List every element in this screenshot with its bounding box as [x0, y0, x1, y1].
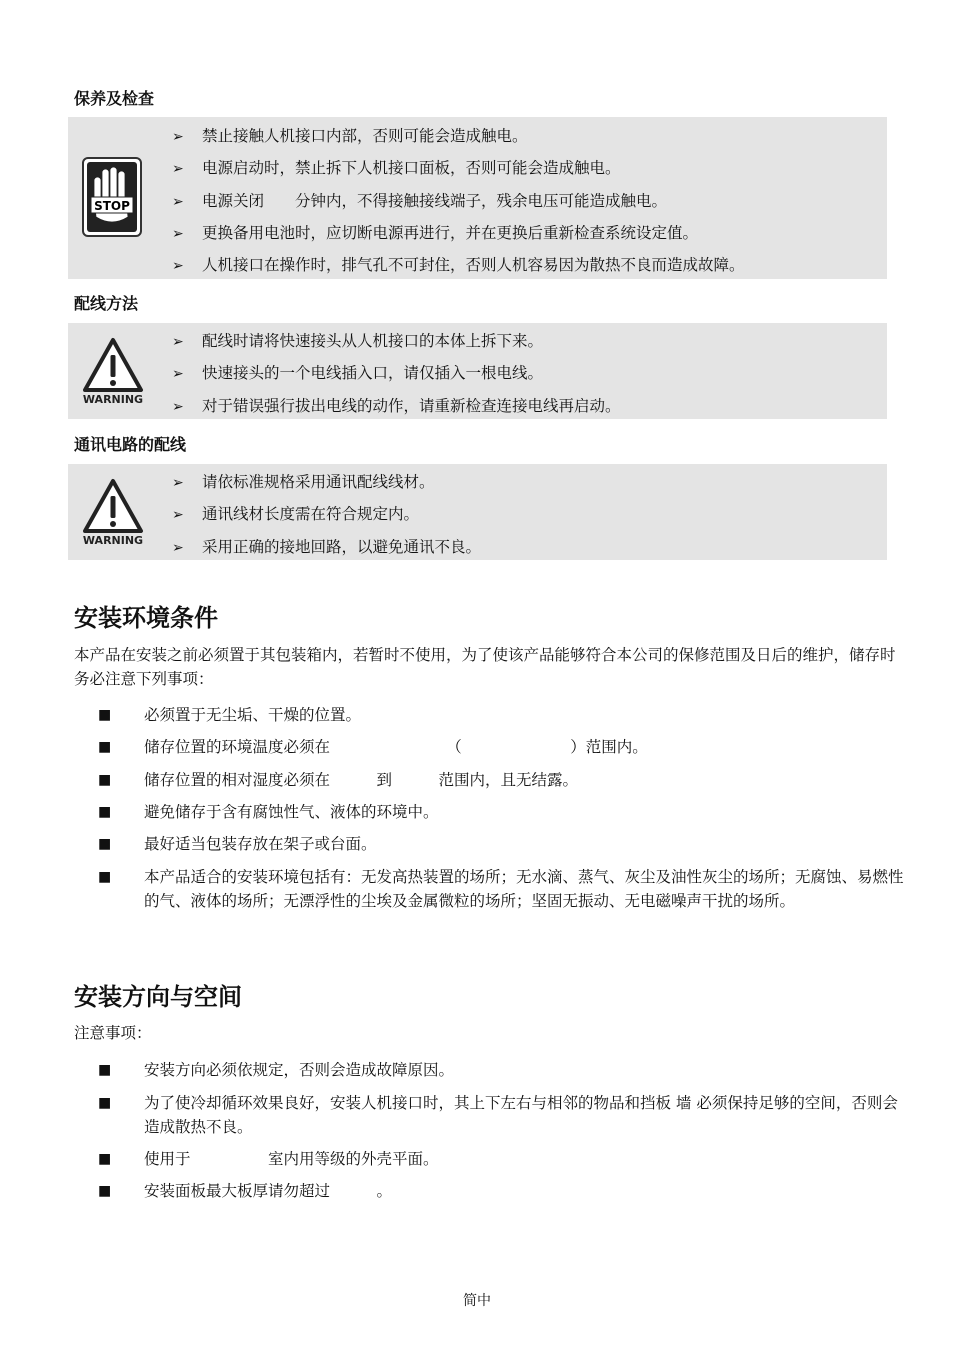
orientation-list-item: 使用于 室内用等级的外壳平面。 [144, 1150, 439, 1168]
section-title-maintenance: 保养及检查 [74, 89, 155, 108]
env-intro-paragraph: 本产品在安装之前必须置于其包装箱内，若暂时不使用，为了使该产品能够符合本公司的保修范围及日后的维护，储存时务必注意下列事项： [74, 646, 896, 688]
orientation-intro: 注意事项： [74, 1024, 152, 1042]
stop-icon-label: STOP [94, 199, 130, 213]
comm-warning-box [68, 464, 887, 560]
maintenance-item: ➢ 更换备用电池时，应切断电源再进行，并在更换后重新检查系统设定值。 [172, 224, 699, 242]
heading-install-orientation: 安装方向与空间 [74, 983, 242, 1011]
orientation-list-item: 为了使冷却循环效果良好，安装人机接口时，其上下左右与相邻的物品和挡板 墙 必须保持足够的空间，否则会造成散热不良。 [144, 1094, 898, 1136]
maintenance-item: ➢ 电源启动时，禁止拆下人机接口面板，否则可能会造成触电。 [172, 159, 621, 177]
stop-hand-icon [82, 157, 142, 241]
bullet-icon: ■ [98, 869, 112, 885]
env-list-item: 本产品适合的安装环境包括有：无发高热装置的场所；无水滴、蒸气、灰尘及油性灰尘的场所；无腐蚀、易燃性的气、液体的场所；无漂浮性的尘埃及金属微粒的场所；坚固无振动、无电磁噪声干扰的场所。 [144, 868, 904, 910]
wiring-item: ➢ 对于错误强行拔出电线的动作，请重新检查连接电线再启动。 [172, 397, 621, 415]
bullet-icon: ■ [98, 1183, 112, 1199]
warning-triangle-icon [82, 478, 144, 552]
warning-icon-label: WARNING [82, 534, 144, 547]
comm-item: ➢ 请依标准规格采用通讯配线线材。 [172, 473, 435, 491]
warning-icon-label: WARNING [82, 393, 144, 406]
maintenance-item: ➢ 人机接口在操作时，排气孔不可封住，否则人机容易因为散热不良而造成故障。 [172, 256, 745, 274]
maintenance-item: ➢ 禁止接触人机接口内部，否则可能会造成触电。 [172, 127, 528, 145]
heading-install-environment: 安装环境条件 [74, 604, 218, 632]
bullet-icon: ■ [98, 1062, 112, 1078]
wiring-item: ➢ 配线时请将快速接头从人机接口的本体上拆下来。 [172, 332, 544, 350]
wiring-item: ➢ 快速接头的一个电线插入口，请仅插入一根电线。 [172, 364, 544, 382]
bullet-icon: ■ [98, 1095, 112, 1111]
env-list-item: 避免储存于含有腐蚀性气、液体的环境中。 [144, 803, 439, 821]
warning-triangle-icon [82, 337, 144, 411]
bullet-icon: ■ [98, 707, 112, 723]
env-list-item: 储存位置的环境温度必须在 （ ）范围内。 [144, 738, 648, 756]
orientation-list-item: 安装方向必须依规定，否则会造成故障原因。 [144, 1061, 455, 1079]
comm-item: ➢ 采用正确的接地回路，以避免通讯不良。 [172, 538, 482, 556]
bullet-icon: ■ [98, 804, 112, 820]
env-list-item: 必须置于无尘垢、干燥的位置。 [144, 706, 362, 724]
bullet-icon: ■ [98, 739, 112, 755]
env-list-item: 最好适当包装存放在架子或台面。 [144, 835, 377, 853]
orientation-list-item: 安装面板最大板厚请勿超过 。 [144, 1182, 393, 1200]
maintenance-item: ➢ 电源关闭 分钟内，不得接触接线端子，残余电压可能造成触电。 [172, 192, 668, 210]
section-title-wiring: 配线方法 [74, 294, 139, 313]
page-footer: 简中 [463, 1293, 491, 1309]
bullet-icon: ■ [98, 836, 112, 852]
section-title-comm-wiring: 通讯电路的配线 [74, 435, 187, 454]
env-list-item: 储存位置的相对湿度必须在 到 范围内，且无结露。 [144, 771, 579, 789]
stop-warning-box [68, 117, 887, 279]
wiring-warning-box [68, 323, 887, 419]
bullet-icon: ■ [98, 1151, 112, 1167]
comm-item: ➢ 通讯线材长度需在符合规定内。 [172, 505, 420, 523]
bullet-icon: ■ [98, 772, 112, 788]
